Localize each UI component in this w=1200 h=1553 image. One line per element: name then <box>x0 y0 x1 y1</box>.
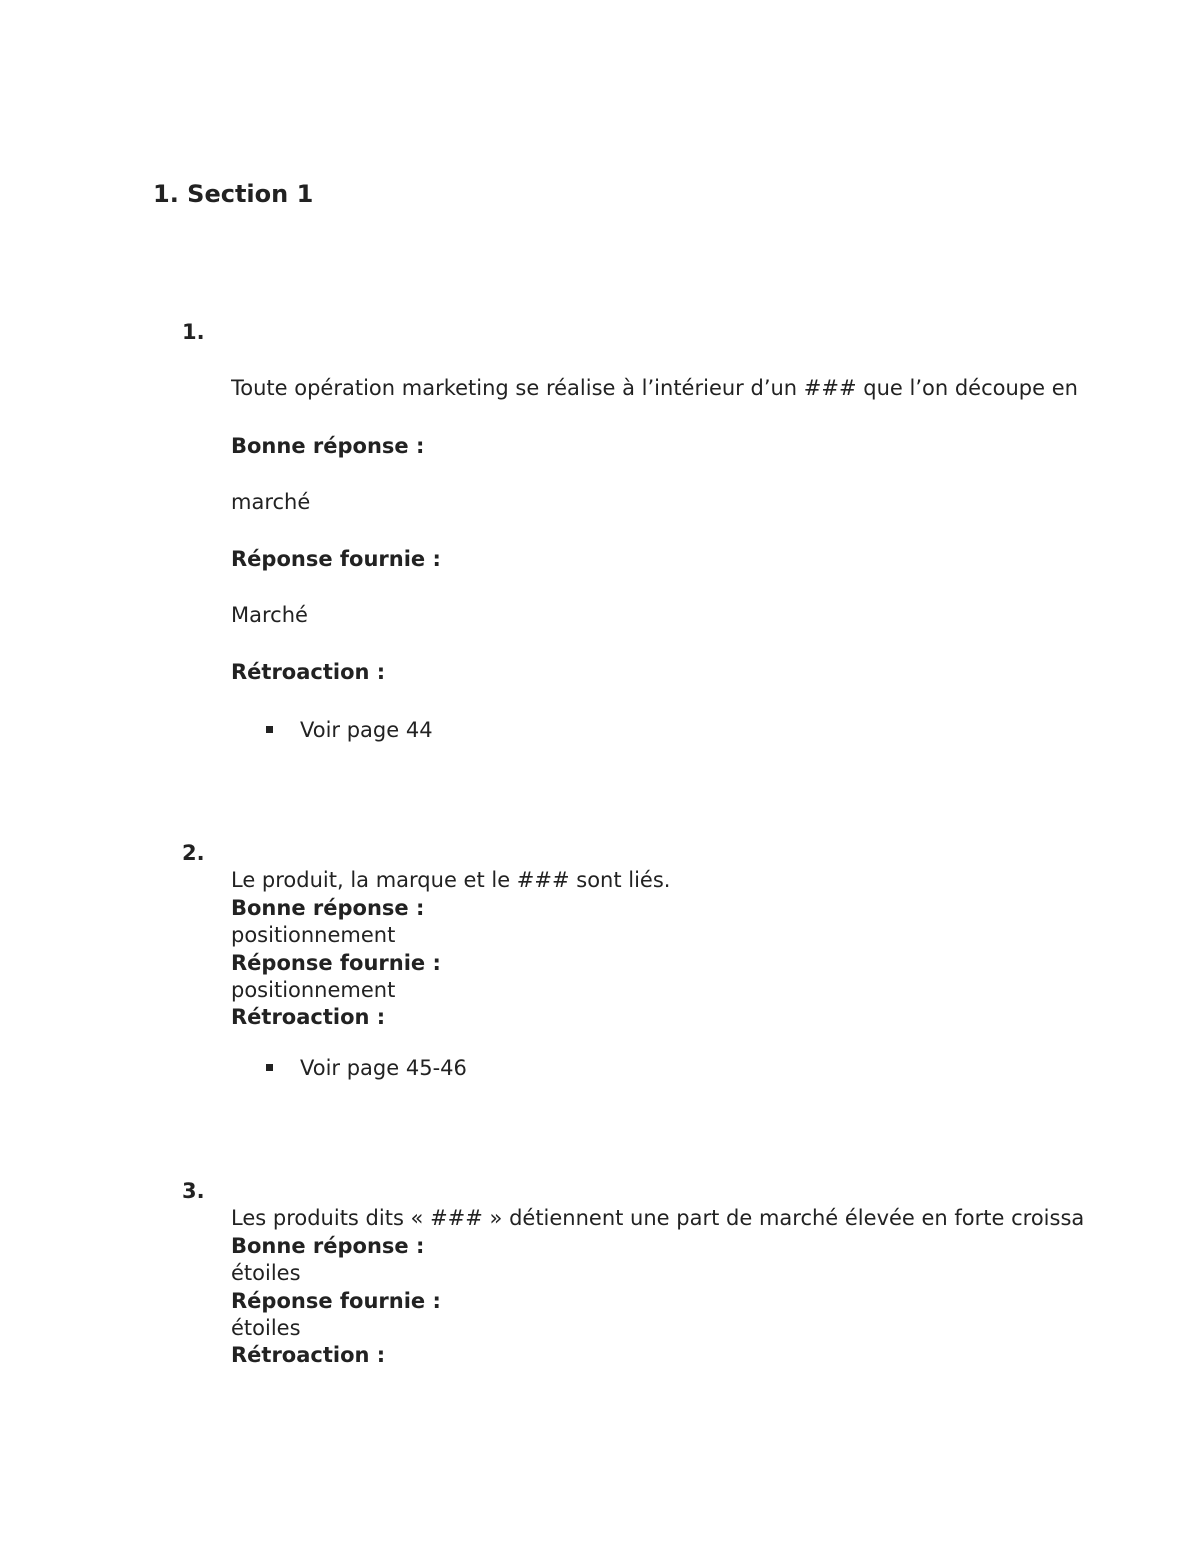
question-text: Le produit, la marque et le ### sont liés. <box>231 868 671 892</box>
question-number: 1. <box>182 320 205 344</box>
given-answer-value: positionnement <box>231 978 396 1002</box>
given-answer-value: Marché <box>231 603 308 627</box>
question-text: Toute opération marketing se réalise à l’intérieur d’un ### que l’on découpe en <box>231 376 1078 400</box>
correct-answer-label: Bonne réponse : <box>231 434 425 458</box>
feedback-text: Voir page 44 <box>300 718 433 742</box>
feedback-list-item <box>266 716 433 744</box>
given-answer-label: Réponse fournie : <box>231 547 441 571</box>
correct-answer-label: Bonne réponse : <box>231 896 425 920</box>
feedback-label: Rétroaction : <box>231 1005 386 1029</box>
feedback-label: Rétroaction : <box>231 1343 386 1367</box>
square-bullet-icon <box>266 1064 273 1071</box>
given-answer-label: Réponse fournie : <box>231 951 441 975</box>
section-title: 1. Section 1 <box>153 180 314 208</box>
correct-answer-value: étoiles <box>231 1261 301 1285</box>
correct-answer-value: marché <box>231 490 311 514</box>
square-bullet-icon <box>266 726 273 733</box>
correct-answer-value: positionnement <box>231 923 396 947</box>
question-number: 2. <box>182 841 205 865</box>
feedback-text: Voir page 45-46 <box>300 1056 467 1080</box>
correct-answer-label: Bonne réponse : <box>231 1234 425 1258</box>
question-text: Les produits dits « ### » détiennent une part de marché élevée en forte croissa <box>231 1206 1085 1230</box>
question-number: 3. <box>182 1179 205 1203</box>
feedback-list-item <box>266 1054 467 1082</box>
given-answer-value: étoiles <box>231 1316 301 1340</box>
given-answer-label: Réponse fournie : <box>231 1289 441 1313</box>
feedback-label: Rétroaction : <box>231 660 386 684</box>
